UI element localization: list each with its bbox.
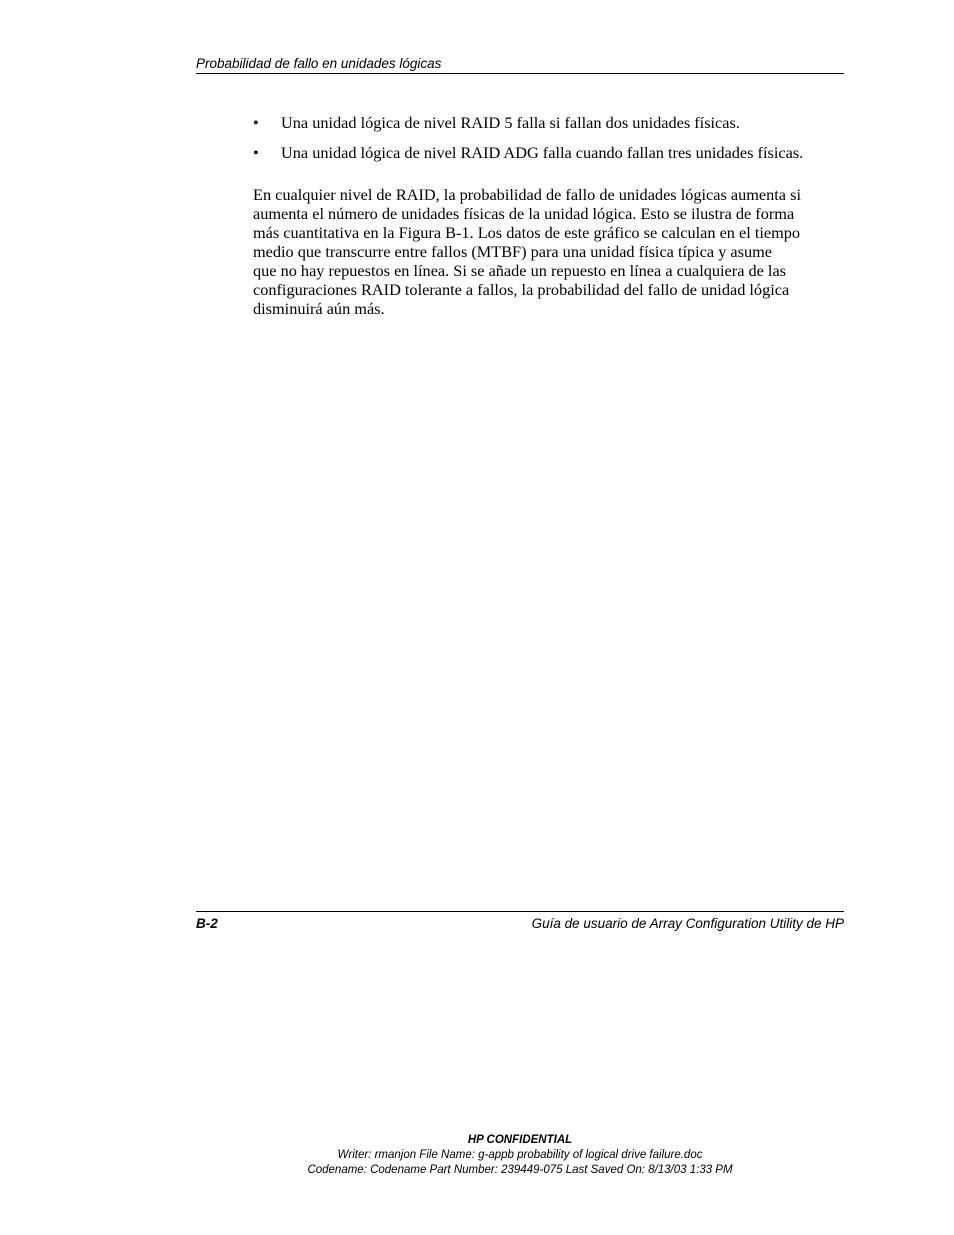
footer-document-title: Guía de usuario de Array Configuration Utility de HP [531, 916, 844, 931]
confidential-writer-line: Writer: rmanjon File Name: g-appb probability of logical drive failure.doc [337, 1149, 703, 1161]
footer-divider [196, 911, 844, 912]
paragraph-line: medio que transcurre entre fallos (MTBF) para una unidad física típica y asume [253, 242, 773, 261]
bullet-icon: • [253, 143, 259, 162]
page-number: B-2 [196, 916, 218, 931]
paragraph-line: que no hay repuestos en línea. Si se añade un repuesto en línea a cualquiera de las [253, 261, 787, 280]
confidential-block [196, 1133, 844, 1178]
bullet-item-raid5 [253, 113, 843, 132]
bullet-list [253, 113, 843, 162]
body-content [253, 113, 843, 318]
confidential-title: HP CONFIDENTIAL [467, 1134, 573, 1146]
bullet-icon: • [253, 113, 259, 132]
paragraph-line: configuraciones RAID tolerante a fallos, la probabilidad del fallo de unidad lógica [253, 280, 790, 299]
paragraph-line: más cuantitativa en la Figura B-1. Los datos de este gráfico se calculan en el tiempo [253, 223, 801, 242]
body-paragraph [253, 185, 843, 318]
paragraph-line: disminuirá aún más. [253, 299, 385, 318]
bullet-text: Una unidad lógica de nivel RAID 5 falla si fallan dos unidades físicas. [281, 113, 740, 132]
bullet-item-raid-adg [253, 143, 843, 162]
bullet-text: Una unidad lógica de nivel RAID ADG falla cuando fallan tres unidades físicas. [281, 143, 804, 162]
header-divider [196, 73, 844, 74]
running-header-title: Probabilidad de fallo en unidades lógicas [196, 56, 442, 71]
paragraph-line: aumenta el número de unidades físicas de la unidad lógica. Esto se ilustra de forma [253, 204, 795, 223]
confidential-codename-line: Codename: Codename Part Number: 239449-075 Last Saved On: 8/13/03 1:33 PM [307, 1164, 733, 1176]
paragraph-line: En cualquier nivel de RAID, la probabilidad de fallo de unidades lógicas aumenta si [253, 185, 801, 204]
